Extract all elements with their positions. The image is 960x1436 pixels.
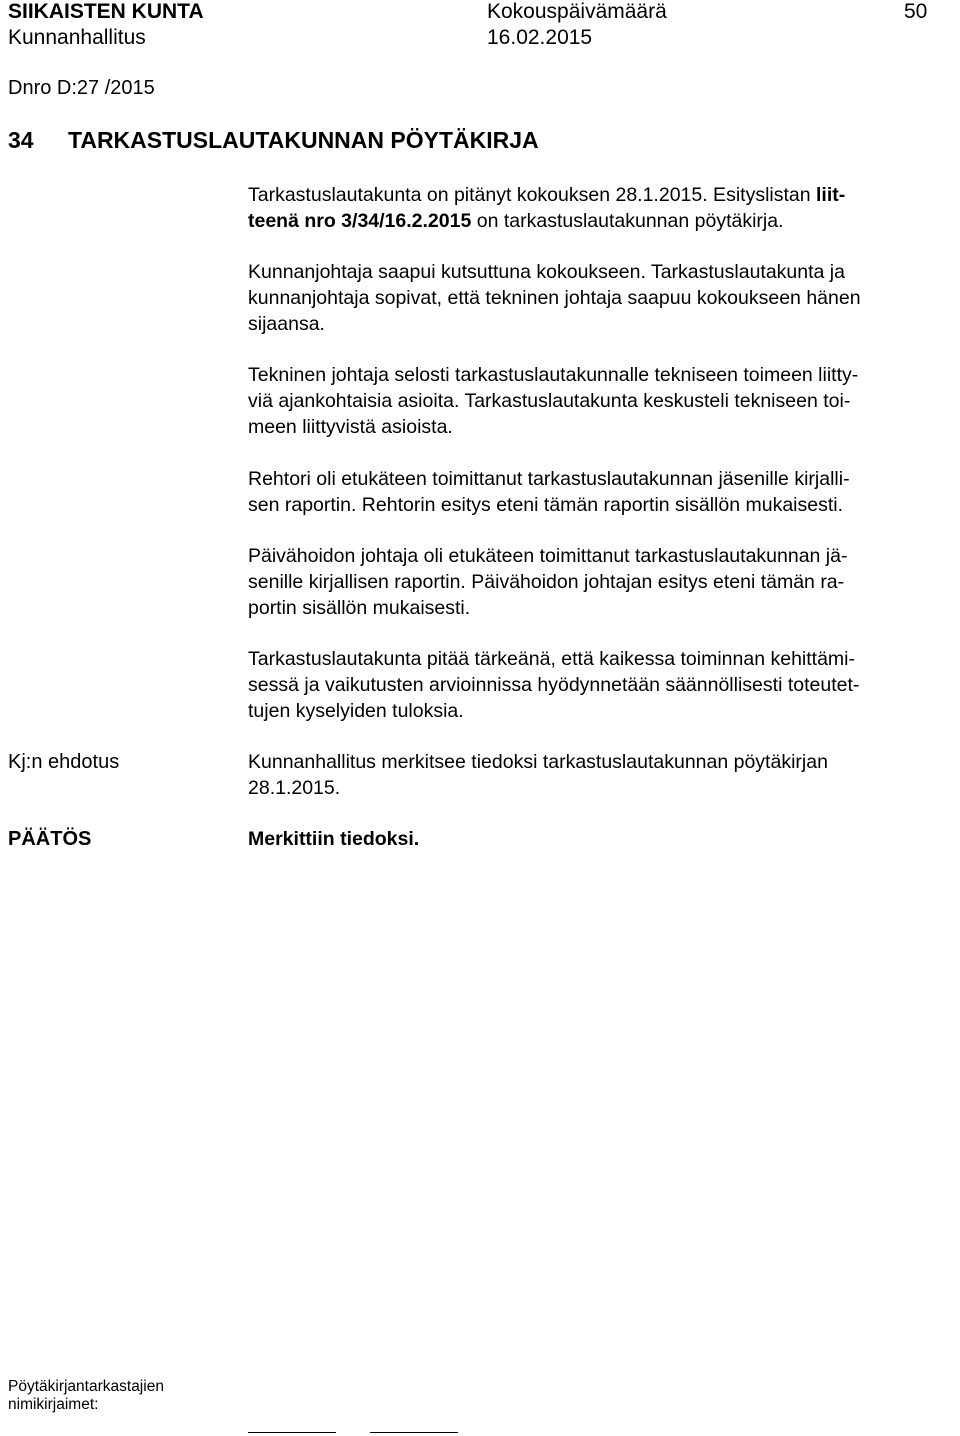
p6-line: tujen kyselyiden tuloksia. — [248, 700, 464, 722]
p1-attachment-ref-cont: teenä nro 3/34/16.2.2015 — [248, 210, 472, 232]
page-number: 50 — [904, 0, 928, 23]
p3-line: meen liittyvistä asioista. — [248, 416, 453, 438]
p2-line: kunnanjohtaja sopivat, että tekninen johtaja saapuu kokoukseen hänen — [248, 287, 861, 309]
decision-text: Merkittiin tiedoksi. — [248, 828, 420, 850]
p4-line: Rehtori oli etukäteen toimittanut tarkastuslautakunnan jäsenille kirjalli- — [248, 468, 850, 490]
p3-line: viä ajankohtaisia asioita. Tarkastuslautakunta keskusteli tekniseen toi- — [248, 390, 851, 412]
p6-line: Tarkastuslautakunta pitää tärkeänä, että kaikessa toiminnan kehittämi- — [248, 648, 855, 670]
p2-line: Kunnanjohtaja saapui kutsuttuna kokoukseen. Tarkastuslautakunta ja — [248, 261, 845, 283]
paragraph-6 — [248, 646, 960, 724]
paragraph-3 — [248, 362, 960, 440]
p6-line: sessä ja vaikutusten arvioinnissa hyödynnetään säännöllisesti toteutet- — [248, 674, 860, 696]
proposal-line: Kunnanhallitus merkitsee tiedoksi tarkastuslautakunnan pöytäkirjan — [248, 751, 828, 773]
footer-line: nimikirjaimet: — [8, 1396, 99, 1413]
p5-line: portin sisällön mukaisesti. — [248, 597, 471, 619]
p1-text-cont: on tarkastuslautakunnan pöytäkirja. — [471, 210, 784, 232]
p1-attachment-ref: liit- — [816, 184, 846, 206]
proposal-label: Kj:n ehdotus — [8, 751, 120, 773]
proposal-text — [248, 749, 960, 801]
footer-line: Pöytäkirjantarkastajien — [8, 1378, 164, 1395]
p5-line: Päivähoidon johtaja oli etukäteen toimittanut tarkastuslautakunnan jä- — [248, 545, 848, 567]
paragraph-4 — [248, 466, 960, 518]
p3-line: Tekninen johtaja selosti tarkastuslautakunnalle tekniseen toimeen liitty- — [248, 364, 859, 386]
p4-line: sen raportin. Rehtorin esitys eteni tämän raportin sisällön mukaisesti. — [248, 494, 844, 516]
section-number: 34 — [8, 127, 34, 153]
decision-label: PÄÄTÖS — [8, 828, 92, 850]
signature-line-1 — [248, 1432, 336, 1433]
section-title: TARKASTUSLAUTAKUNNAN PÖYTÄKIRJA — [68, 127, 539, 153]
meeting-date: 16.02.2015 — [487, 26, 593, 49]
signature-line-2 — [370, 1432, 458, 1433]
organization-name: SIIKAISTEN KUNTA — [8, 0, 204, 23]
meeting-date-label: Kokouspäivämäärä — [487, 0, 667, 23]
paragraph-2 — [248, 259, 960, 337]
paragraph-5 — [248, 543, 960, 621]
p2-line: sijaansa. — [248, 313, 325, 335]
dnro: Dnro D:27 /2015 — [8, 77, 155, 99]
p1-text: Tarkastuslautakunta on pitänyt kokouksen 28.1.2015. Esityslistan — [248, 184, 817, 206]
paragraph-1 — [248, 182, 960, 234]
footer-label — [8, 1378, 164, 1414]
proposal-line: 28.1.2015. — [248, 777, 341, 799]
body-name: Kunnanhallitus — [8, 26, 146, 49]
p5-line: senille kirjallisen raportin. Päivähoidon johtajan esitys eteni tämän ra- — [248, 571, 845, 593]
